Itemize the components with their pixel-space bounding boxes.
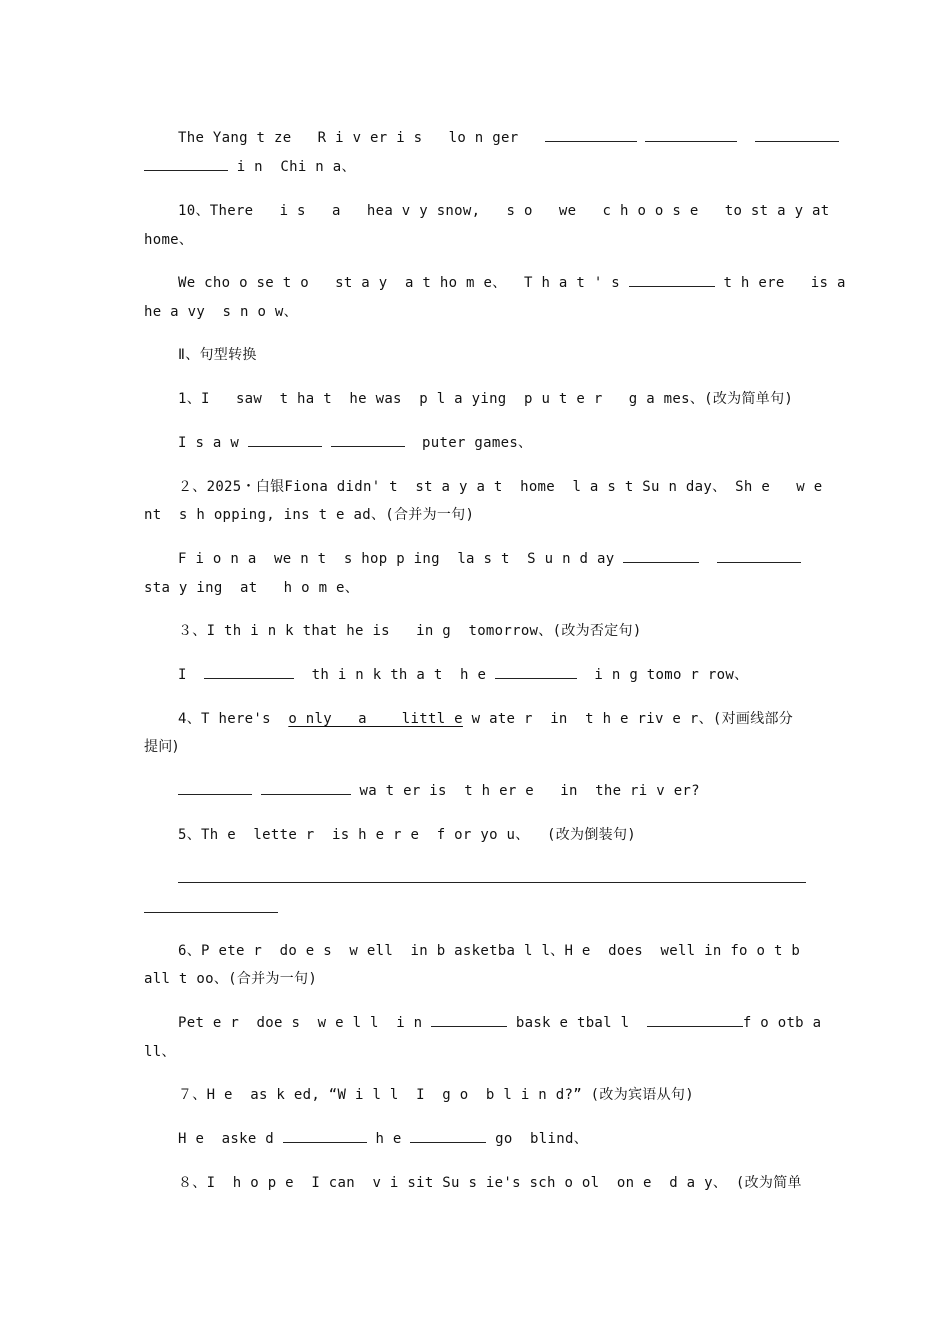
- sentence-text: puter games、: [404, 435, 533, 451]
- answer-blank[interactable]: [545, 126, 637, 142]
- question-4-cont: 提问): [144, 739, 179, 755]
- sentence-text: f o otb a: [742, 1015, 822, 1031]
- sentence-text: wa t er is t h er e in the ri v er?: [350, 783, 700, 799]
- question-1-answer: [178, 431, 818, 455]
- answer-blank[interactable]: [248, 431, 322, 447]
- question-3-answer: [178, 663, 818, 687]
- answer-blank[interactable]: [144, 155, 228, 171]
- question-3: ３、I th i n k that he is in g tomorrow、(改为否定句): [178, 623, 642, 639]
- answer-blank[interactable]: [178, 779, 252, 795]
- question-6-answer: [178, 1011, 822, 1035]
- sentence-text: t h ere is a: [714, 275, 846, 291]
- answer-blank[interactable]: [410, 1127, 486, 1143]
- answer-blank[interactable]: [755, 126, 839, 142]
- sentence-text: th i n k th a t h e: [294, 667, 495, 683]
- sentence-text: h e: [366, 1131, 411, 1147]
- question-2: ２、2025・白银Fiona didn' t st a y a t home l a s t Su n day、 Sh e w e: [178, 479, 823, 495]
- answer-line[interactable]: [144, 912, 278, 913]
- question-6-answer-cont: ll、: [144, 1044, 176, 1060]
- question-10-answer: [178, 271, 846, 295]
- sentence-text: bask e tbal l: [507, 1015, 647, 1031]
- answer-blank[interactable]: [623, 547, 699, 563]
- answer-line[interactable]: [178, 882, 806, 883]
- question-6-cont: all t oo、(合并为一句): [144, 971, 318, 987]
- sentence-text: I: [178, 667, 205, 683]
- sentence-text: go blind、: [486, 1131, 588, 1147]
- sentence-text: 4、T here's: [178, 711, 289, 727]
- answer-blank[interactable]: [204, 663, 294, 679]
- sentence-text: We cho o se t o st a y a t ho m e、 T h a t ' s: [178, 275, 629, 291]
- question-10-answer-cont: he a vy s n o w、: [144, 304, 298, 320]
- sentence-text: Pet e r doe s w e l l i n: [178, 1015, 432, 1031]
- question-7-answer: [178, 1127, 818, 1151]
- question-5: 5、Th e lette r is h e r e f or yo u、 (改为倒装句): [178, 827, 636, 843]
- sentence-text: i n g tomo r row、: [576, 667, 749, 683]
- sentence-text: w ate r in t h e riv e r、(对画线部分: [462, 711, 794, 727]
- question-7: ７、H e as k ed, “W i l l I g o b l i n d?” (改为宾语从句): [178, 1087, 694, 1103]
- answer-blank[interactable]: [283, 1127, 367, 1143]
- sentence-text: i n Chi n a、: [228, 159, 356, 175]
- question-2-answer-cont: sta y ing at h o m e、: [144, 580, 360, 596]
- question-9-sentence-cont: [144, 155, 814, 179]
- question-10: 10、There i s a hea v y snow, s o we c h o o s e to st a y at: [178, 203, 830, 219]
- answer-blank[interactable]: [261, 779, 351, 795]
- question-8: ８、I h o p e I can v i sit Su s ie's sch o ol on e d a y、 (改为简单: [178, 1175, 802, 1191]
- question-9-sentence: [178, 126, 818, 150]
- answer-blank[interactable]: [495, 663, 577, 679]
- sentence-text: F i o n a we n t s hop p ing la s t S u n d ay: [178, 551, 624, 567]
- question-4-answer: [178, 779, 818, 803]
- sentence-text: H e aske d: [178, 1131, 283, 1147]
- section-heading: Ⅱ、句型转换: [178, 347, 257, 363]
- question-4: [178, 707, 818, 731]
- answer-blank[interactable]: [647, 1011, 743, 1027]
- sentence-text: The Yang t ze R i v er i s lo n ger: [178, 130, 519, 146]
- question-1: 1、I saw t ha t he was p l a ying p u t e r g a mes、(改为简单句): [178, 391, 794, 407]
- question-2-cont: nt s h opping, ins t e ad、(合并为一句): [144, 507, 475, 523]
- question-2-answer: [178, 547, 818, 571]
- question-6: 6、P ete r do e s w ell in b asketba l l、H e does well in fo o t b: [178, 943, 801, 959]
- answer-blank[interactable]: [717, 547, 801, 563]
- question-10-cont: home、: [144, 232, 194, 248]
- underlined-phrase: o nly a littl e: [288, 711, 463, 727]
- sentence-text: I s a w: [178, 435, 248, 451]
- answer-blank[interactable]: [331, 431, 405, 447]
- answer-blank[interactable]: [431, 1011, 507, 1027]
- answer-blank[interactable]: [629, 271, 715, 287]
- answer-blank[interactable]: [645, 126, 737, 142]
